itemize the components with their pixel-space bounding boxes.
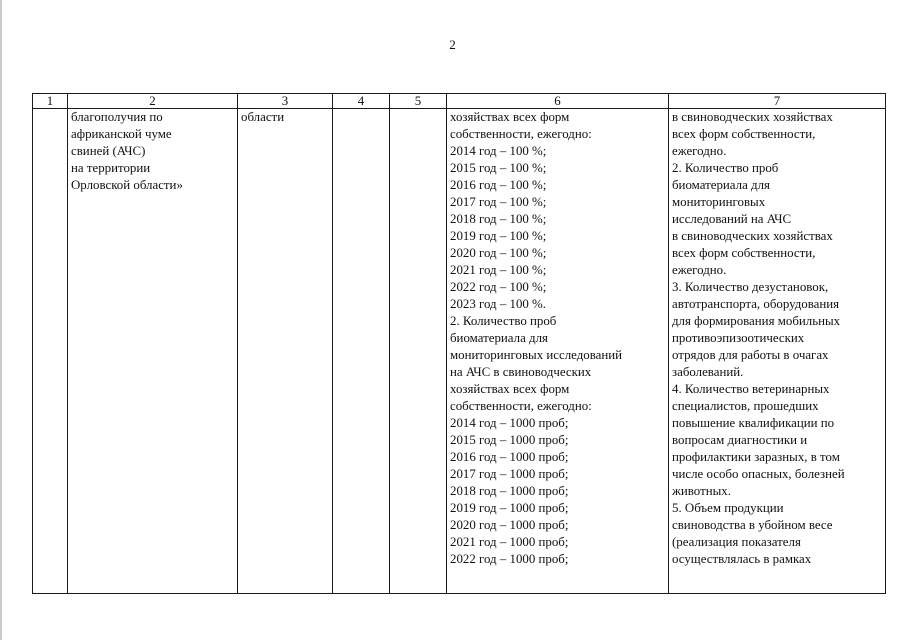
cell-line: хозяйствах всех форм xyxy=(450,110,570,124)
cell-line: специалистов, прошедших xyxy=(672,399,819,413)
cell-line: всех форм собственности, xyxy=(672,127,816,141)
column-header-2: 2 xyxy=(68,94,238,109)
column-header-3: 3 xyxy=(238,94,333,109)
cell-results xyxy=(669,109,886,594)
scan-edge-line xyxy=(0,0,2,640)
cell-line: мониторинговых исследований xyxy=(450,348,623,362)
column-header-1: 1 xyxy=(33,94,68,109)
cell-line: вопросам диагностики и xyxy=(672,433,808,447)
table-row xyxy=(33,109,886,594)
cell-line: осуществлялась в рамках xyxy=(672,552,812,566)
cell-line: автотранспорта, оборудования xyxy=(672,297,840,311)
cell-line: исследований на АЧС xyxy=(672,212,792,226)
column-header-5: 5 xyxy=(390,94,447,109)
cell-line: 2022 год – 1000 проб; xyxy=(450,552,569,566)
cell-line: 2020 год – 100 %; xyxy=(450,246,547,260)
cell-line: свиней (АЧС) xyxy=(71,144,146,158)
cell-line: 2016 год – 100 %; xyxy=(450,178,547,192)
cell-executor xyxy=(238,109,333,594)
cell-line: 2015 год – 100 %; xyxy=(450,161,547,175)
cell-line: африканской чуме xyxy=(71,127,172,141)
cell-line: (реализация показателя xyxy=(672,535,801,549)
cell-line: 2021 год – 100 %; xyxy=(450,263,547,277)
cell-line: 2023 год – 100 %. xyxy=(450,297,547,311)
cell-line: всех форм собственности, xyxy=(672,246,816,260)
cell-line: профилактики заразных, в том xyxy=(672,450,840,464)
cell-line: свиноводства в убойном весе xyxy=(672,518,833,532)
cell-line: биоматериала для xyxy=(672,178,770,192)
cell-program-name xyxy=(68,109,238,594)
cell-col-1 xyxy=(33,109,68,594)
cell-line: 2020 год – 1000 проб; xyxy=(450,518,569,532)
cell-line: 2017 год – 1000 проб; xyxy=(450,467,569,481)
cell-line: ежегодно. xyxy=(672,144,727,158)
cell-line: противоэпизоотических xyxy=(672,331,805,345)
column-header-4: 4 xyxy=(333,94,390,109)
cell-line: 2018 год – 1000 проб; xyxy=(450,484,569,498)
cell-line: для формирования мобильных xyxy=(672,314,841,328)
cell-line: числе особо опасных, болезней xyxy=(672,467,845,481)
column-header-6: 6 xyxy=(447,94,669,109)
cell-line: собственности, ежегодно: xyxy=(450,399,592,413)
cell-line: 2014 год – 1000 проб; xyxy=(450,416,569,430)
cell-col-5 xyxy=(390,109,447,594)
cell-line: 2019 год – 100 %; xyxy=(450,229,547,243)
cell-line: 2. Количество проб xyxy=(450,314,557,328)
cell-line: благополучия по xyxy=(71,110,163,124)
cell-line: повышение квалификации по xyxy=(672,416,835,430)
cell-line: биоматериала для xyxy=(450,331,548,345)
cell-line: 4. Количество ветеринарных xyxy=(672,382,830,396)
header-row xyxy=(33,94,886,109)
cell-line: заболеваний. xyxy=(672,365,744,379)
cell-line: 3. Количество дезустановок, xyxy=(672,280,829,294)
cell-line: 2022 год – 100 %; xyxy=(450,280,547,294)
cell-line: области xyxy=(241,110,285,124)
cell-indicators xyxy=(447,109,669,594)
cell-line: на территории xyxy=(71,161,151,175)
cell-line: хозяйствах всех форм xyxy=(450,382,570,396)
cell-line: животных. xyxy=(672,484,731,498)
cell-line: 2021 год – 1000 проб; xyxy=(450,535,569,549)
cell-line: отрядов для работы в очагах xyxy=(672,348,829,362)
cell-col-4 xyxy=(333,109,390,594)
cell-line: 2016 год – 1000 проб; xyxy=(450,450,569,464)
cell-line: собственности, ежегодно: xyxy=(450,127,592,141)
page-number: 2 xyxy=(449,37,456,52)
cell-line: 2017 год – 100 %; xyxy=(450,195,547,209)
cell-line: ежегодно. xyxy=(672,263,727,277)
cell-line: в свиноводческих хозяйствах xyxy=(672,110,833,124)
cell-line: 2018 год – 100 %; xyxy=(450,212,547,226)
cell-line: на АЧС в свиноводческих xyxy=(450,365,592,379)
cell-line: 5. Объем продукции xyxy=(672,501,784,515)
cell-line: 2019 год – 1000 проб; xyxy=(450,501,569,515)
column-header-7: 7 xyxy=(669,94,886,109)
cell-line: 2014 год – 100 %; xyxy=(450,144,547,158)
cell-line: Орловской области» xyxy=(71,178,183,192)
cell-line: мониторинговых xyxy=(672,195,766,209)
cell-line: 2. Количество проб xyxy=(672,161,779,175)
cell-line: в свиноводческих хозяйствах xyxy=(672,229,833,243)
cell-line: 2015 год – 1000 проб; xyxy=(450,433,569,447)
program-table xyxy=(32,93,886,594)
